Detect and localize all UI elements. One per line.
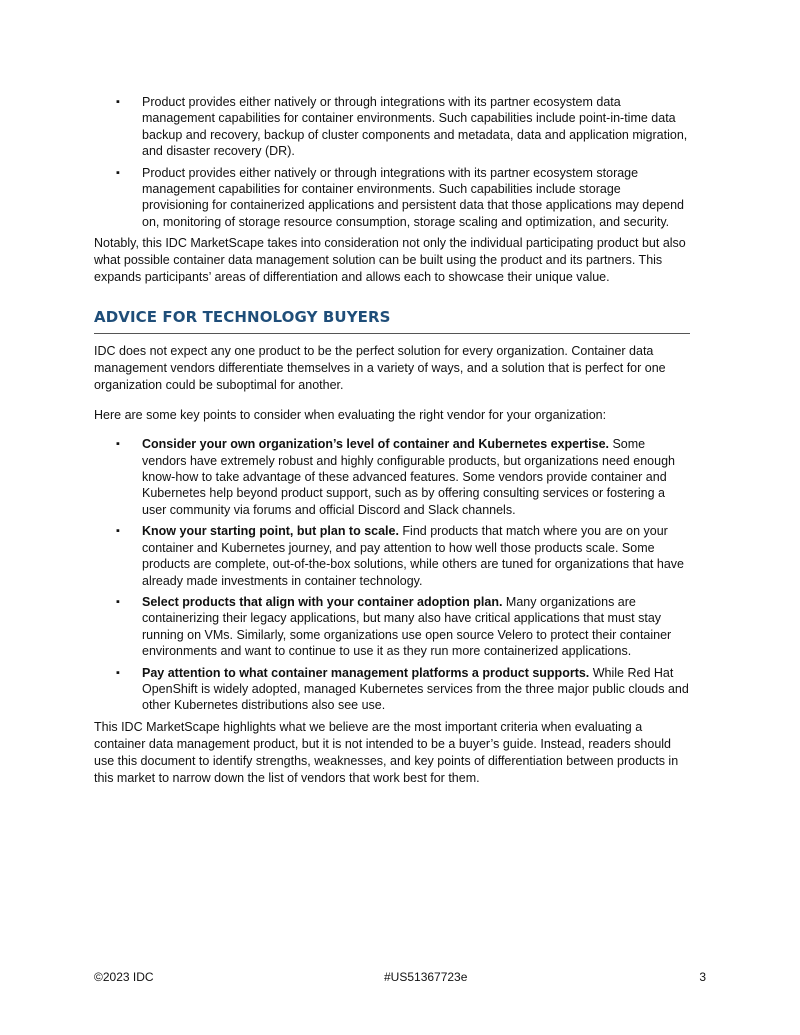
document-page — [94, 94, 690, 787]
list-item: ▪ Product provides either natively or through integrations with its partner ecosystem data management capabilities for container environments. Such capabilities include point-in-time data backup and recovery, backup of cluster components and metadata, data and application migration, and disaster recovery (DR). — [94, 94, 690, 160]
bullet-lead: Consider your own organization’s level of container and Kubernetes expertise. — [142, 437, 609, 452]
list-item — [94, 436, 690, 518]
intro-paragraph: IDC does not expect any one product to be the perfect solution for every organization. Container data management vendors differentiate themselves in a variety of ways, and a solution that is perfect for one organization could be suboptimal for another. — [94, 344, 666, 393]
key-points-intro: Here are some key points to consider when evaluating the right vendor for your organization: — [94, 408, 607, 423]
list-item: ▪ Product provides either natively or through integrations with its partner ecosystem storage management capabilities for container environments. Such capabilities include storage provisioning for containerized applications and persistent data that those applications may depend on, monitoring of storage resource consumption, storage scaling and optimization, and security. — [94, 165, 690, 231]
section-heading: ADVICE FOR TECHNOLOGY BUYERS — [94, 308, 690, 334]
list-item — [94, 523, 690, 589]
bullet-text: While Red Hat OpenShift is widely adopted, managed Kubernetes services from the three major public clouds and other Kubernetes distributions also see use. — [142, 665, 689, 713]
bullet-lead: Pay attention to what container management platforms a product supports. — [142, 665, 590, 680]
footer-doc-id: #US51367723e — [384, 970, 468, 984]
list-item — [94, 665, 690, 714]
list-item — [94, 594, 690, 660]
bullet-text: Find products that match where you are on your container and Kubernetes journey, and pay attention to how well those products scale. Some products are complete, out-of-the-box solutions, while others are tuned for organizations that have already made investments in container technology. — [142, 524, 684, 588]
bullet-lead: Know your starting point, but plan to scale. — [142, 524, 399, 539]
footer-copyright: ©2023 IDC — [94, 970, 154, 984]
page-number: 3 — [699, 970, 706, 984]
bullet-text: Some vendors have extremely robust and highly configurable products, but organizations need enough know-how to take advantage of these advanced features. Some vendors provide container and Kubernetes help beyond product support, such as by offering consulting services or fostering a user community via forums and official Discord and Slack channels. — [142, 437, 675, 517]
closing-paragraph: This IDC MarketScape highlights what we believe are the most important criteria when evaluating a container data management product, but it is not intended to be a buyer’s guide. Instead, readers should use this document to identify strengths, weaknesses, and key points of differentiation between products in this market to narrow down the list of vendors that work best for them. — [94, 719, 679, 785]
criteria-bullet-list — [94, 94, 690, 230]
notably-paragraph: Notably, this IDC MarketScape takes into consideration not only the individual participating product but also what possible container data management solution can be built using the product and its partners. This expands participants’ areas of differentiation and allows each to showcase their unique value. — [94, 236, 686, 285]
advice-bullet-list — [94, 436, 690, 714]
bullet-text: Many organizations are containerizing their legacy applications, but many also have critical applications that must stay running on VMs. Similarly, some organizations use open source Velero to protect their container environments and want to continue to use it as they run more containerized applications. — [142, 594, 672, 659]
bullet-lead: Select products that align with your container adoption plan. — [142, 594, 503, 609]
